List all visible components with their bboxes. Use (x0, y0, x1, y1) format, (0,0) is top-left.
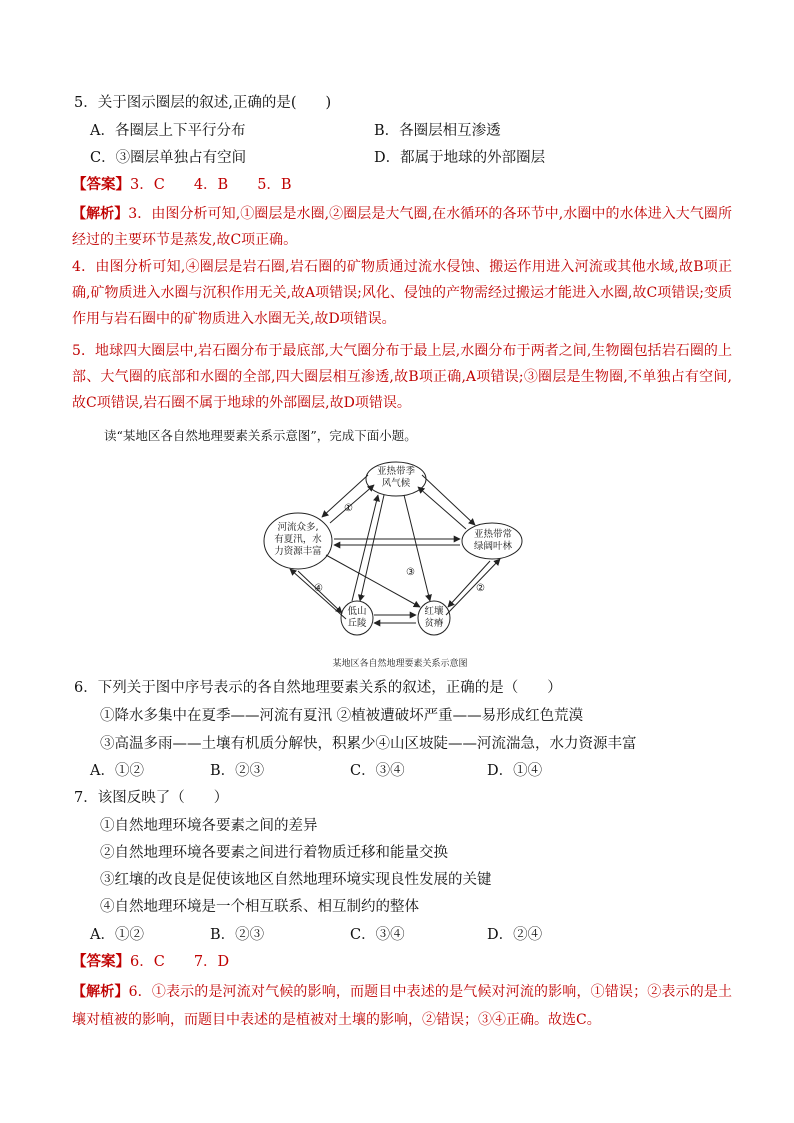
q5-option-d: D．都属于地球的外部圈层 (374, 150, 546, 166)
q7-statement-4: ④自然地理环境是一个相互联系、相互制约的整体 (100, 899, 419, 915)
label-2: ② (476, 583, 485, 594)
node-river (266, 522, 330, 558)
section-intro: 读“某地区各自然地理要素关系示意图”，完成下面小题。 (104, 428, 417, 443)
answer-text: 6．C 7．D (130, 954, 230, 970)
node-river-line2: 有夏汛，水 (274, 534, 322, 545)
node-climate-line2: 风气候 (381, 478, 411, 489)
q6-option-a: A．①② (90, 763, 144, 779)
label-3: ③ (406, 567, 415, 578)
node-climate (370, 466, 422, 490)
q6-statement-2: ③高温多雨——土壤有机质分解快，积累少④山区坡陡——河流湍急，水力资源丰富 (100, 736, 637, 752)
explanation-3-text: 3．由图分析可知,①圈层是水圈,②圈层是大气圈,在水循环的各环节中,水圈中的水体进入大气圈所经过的主要环节是蒸发,故C项正确。 (72, 206, 733, 248)
node-forest-line2: 绿阔叶林 (473, 541, 512, 552)
node-soil-line2: 贫瘠 (424, 618, 444, 629)
q7-statement-2: ②自然地理环境各要素之间进行着物质迁移和能量交换 (100, 845, 448, 861)
explanation-6-text: 6．①表示的是河流对气候的影响，而题目中表述的是气候对河流的影响，①错误；②表示的是土壤对植被的影响，而题目中表述的是植被对土壤的影响，②错误；③④正确。故选C。 (72, 984, 733, 1028)
answer-tag: 【答案】 (72, 953, 130, 970)
q5-option-b: B．各圈层相互渗透 (374, 123, 501, 139)
q5-option-a: A．各圈层上下平行分布 (90, 123, 246, 139)
explanation-6 (72, 978, 732, 1034)
q7-option-a: A．①② (90, 927, 144, 943)
q7-option-b: B．②③ (210, 927, 265, 943)
q7-option-d: D．②④ (487, 927, 543, 943)
node-hills (341, 606, 373, 630)
label-4: ④ (314, 583, 323, 594)
q7-statement-3: ③红壤的改良是促使该地区自然地理环境实现良性发展的关键 (100, 872, 492, 888)
label-1: ① (344, 503, 353, 514)
explanation-tag: 【解析】 (72, 984, 129, 1000)
node-soil-line1: 红壤 (424, 606, 444, 617)
explanation-3 (72, 201, 732, 253)
answer-text: 3．C 4．B 5．B (130, 177, 292, 193)
node-forest-line1: 亚热带常 (473, 529, 512, 540)
q5-stem: 5．关于图示圈层的叙述,正确的是( ) (74, 95, 332, 111)
explanation-tag: 【解析】 (72, 206, 129, 222)
node-climate-line1: 亚热带季 (376, 466, 415, 477)
diagram-caption: 某地区各自然地理要素关系示意图 (332, 659, 468, 669)
answer-block-1 (72, 175, 292, 195)
q6-option-c: C．③④ (350, 763, 405, 779)
node-hills-line2: 丘陵 (347, 618, 367, 629)
node-river-line3: 力资源丰富 (274, 546, 322, 557)
node-soil (418, 606, 450, 630)
q7-stem: 7．该图反映了（ ） (74, 790, 229, 806)
relationship-diagram (250, 455, 550, 673)
answer-tag: 【答案】 (72, 176, 130, 193)
q6-option-b: B．②③ (210, 763, 265, 779)
q7-option-c: C．③④ (350, 927, 405, 943)
answer-block-2 (72, 952, 229, 972)
q6-statement-1: ①降水多集中在夏季——河流有夏汛 ②植被遭破坏严重——易形成红色荒漠 (100, 708, 584, 724)
q5-option-c: C．③圈层单独占有空间 (90, 150, 247, 166)
explanation-4: 4．由图分析可知,④圈层是岩石圈,岩石圈的矿物质通过流水侵蚀、搬运作用进入河流或其他水域,故B项正确,矿物质进入水圈与沉积作用无关,故A项错误;风化、侵蚀的产物需经过搬运才能进入水圈,故C项错误;变质作用与岩石圈中的矿物质进入水圈无关,故D项错误。 (72, 259, 732, 327)
node-river-line1: 河流众多, (277, 522, 319, 533)
explanation-5: 5．地球四大圈层中,岩石圈分布于最底部,大气圈分布于最上层,水圈分布于两者之间,生物圈包括岩石圈的上部、大气圈的底部和水圈的全部,四大圈层相互渗透,故B项正确,A项错误;③圈层是生物圈,不单独占有空间,故C项错误,岩石圈不属于地球的外部圈层,故D项错误。 (72, 343, 732, 411)
node-hills-line1: 低山 (347, 606, 367, 617)
q6-stem: 6．下列关于图中序号表示的各自然地理要素关系的叙述，正确的是（ ） (74, 680, 562, 696)
node-forest (466, 529, 520, 553)
q6-option-d: D．①④ (487, 763, 543, 779)
q7-statement-1: ①自然地理环境各要素之间的差异 (100, 818, 318, 834)
